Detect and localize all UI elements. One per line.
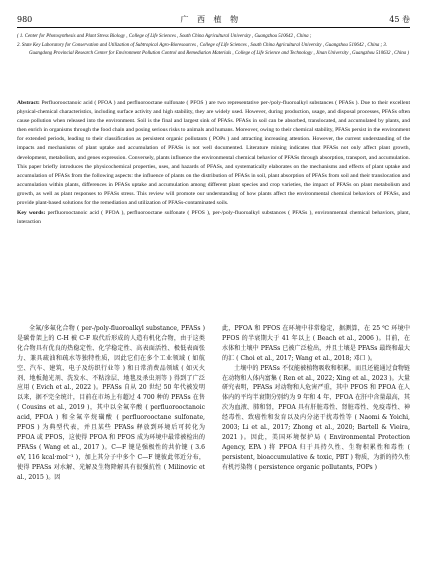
affiliation-1: ( 1. Center for Photosynthesis and Plant Stress Biology , College of Life Sciences , South China Agricultural University , Guangzhou 510642 , China ; xyxy=(17,34,312,39)
keywords-label: Key words: xyxy=(17,210,46,217)
abstract-text: Perfluorooctanoic acid ( PFOA ) and perfluorooctane sulfonate ( PFOS ) are two representative per-/poly-fluoroalkyl substances ( PFASs ). Due to their excellent physical-chemical characteristics, including surface activity and high stability, they are widely used. However, during production, usage, and disposal processes, PFASs often cause pollution when released into the environment. Soil is the final and largest sink of PFASs. PFASs in soil can be absorbed, translocated, and accumulated by plants, and then enrich in organisms through the food chain and posing serious risks to animals and humans. Moreover, owing to their chemical stability, PFASs persist in the environment for extended periods, leading to their classification as persistent organic pollutants ( POPs ) and attracting increasing attention. However, the current understanding of the impacts and mechanisms of plant uptake and accumulation of PFASs is not well documented. Literature mining indicates that PFASs not only affect plant growth, development, metabolism, and genes expression. Conversely, plants influence the environmental chemical behavior of PFASs through absorption, transport, and accumulation. This paper briefly introduces the physicochemical properties, uses, and hazards of PFASs, and systematically elaborates on the mechanisms and effects of plant uptake and accumulation of PFASs from the following aspects: the influence of plants on the distribution of PFASs in soil, plant absorption of PFASs from soil and their translocation and accumulation within plants, differences in PFASs uptake and accumulation among different plant species and crop varieties, the impact of PFASs on plant metabolism and growth, as well as plant responses to PFASs stress. This review will promote our understanding of how plants affect the environmental chemical behaviors of PFASs, and provide plant-based solutions for the remediation and utilization of PFASs-contaminated soils. xyxy=(17,100,410,207)
running-header xyxy=(17,12,410,26)
body-paragraph: 土壤中的 PFASs 不仅能被植物吸收和积累，而且还能通过食物链在动物和人体内富集 ( Ren et al., 2022; Xing et al., 2023 )。大量研究表明，PFASs 对动物和人危害严重，其中 PFOS 和 PFOA 在人体内的平均半衰期分别约为 9 年和 4 年，PFOA 在肝中含量最高，其次为血液、肺和肾，PFOA 具有肝脏毒性、肾脏毒性、免疫毒性、神经毒性、致癌性和发育以及内分泌干扰毒性等 ( Naomi & Yoichi, 2003; Li et al., 2017; Zhong et al., 2020; Bartell & Vieira, 2021 )。因此，美国环境保护局 ( Environmental Protection Agency, EPA ) 将 PFOA 归于具持久性、生物积累性和毒性 ( persistent, bioaccumulative & toxic, PBT ) 物质，为新的持久性有机污染物 ( persistence organic pollutants, POPs ) xyxy=(222,364,410,471)
page-number: 980 xyxy=(17,14,33,24)
keywords-text: perfluorooctanoic acid ( PFOA ), perfluorooctane sulfonate ( PFOS ), per-/poly-fluoroalkyl substances ( PFASs ), environmental chemical behaviors, plant, interaction xyxy=(17,210,411,226)
affiliation-2: 2. State Key Laboratory for Conservation and Utilization of Subtropical Agro-Bioresources , College of Life Sciences , South China Agricultural University , Guangzhou 510642 , China ; 3. Guangdong Provincial Research Center for Environment Pollution Control and Remediation Materials , College of Life Science and Technology , Jinan University , Guangzhou 510632 , China ) xyxy=(17,42,409,57)
abstract-label: Abstract: xyxy=(17,100,40,106)
abstract-section xyxy=(17,99,410,227)
affiliations xyxy=(17,33,410,59)
body-paragraph: 此，PFOA 和 PFOS 在环境中非常稳定，据测算，在 25 ℃ 环境中 PFOS 的半衰期大于 41 年以上 ( Beach et al., 2006 )。目前，在水体和土壤中 PFASs 已被广泛检出，并且土壤是 PFASs 最终和最大的汇 ( Choi et al., 2017; Wang et al., 2018; 邓口 )。 xyxy=(222,325,410,362)
body-paragraph: 全氟/多氟化合物 ( per-/poly-fluoroalkyl substance, PFASs ) 是碳骨架上的 C-H 被 C-F 取代后形成的人造有机化合物，由于这类化合物具有优良的热稳定性、化学稳定性、高表面活性、极低表面张力、兼具疏油和疏水等独特性质，因此它们在多个工业领域 ( 如航空、汽车、建筑、电子及纺织行业等 ) 和日常消费品领域 ( 如灭火剂、地板抛光剂、洗发水、不粘涂层、地毯及杀虫剂等 ) 得到了广泛应用 ( Evich et al., 2022 )。PFASs 自从 20 世纪 50 年代被发明以来，据不完全统计，目前在市场上有超过 4 700 种的 PFASs 在售 ( Cousins et al., 2019 )，其中以全氟辛酸 ( perfluorooctanoic acid, PFOA ) 和全氟辛烷磺酸 ( perfluorooctane sulfonate, PFOS ) 为典型代表，并且某些 PFASs 释放到环境后可转化为 PFOA 或 PFOS，这使得 PFOA 和 PFOS 成为环境中最常被检出的 PFASs ( Wang et al., 2017 )。C—F 键是强极性的共价键 ( 3.6 eV, 116 kcal·mol⁻¹ )，加上其分子中多个 C—F 键彼此邻近分布，使得 PFASs 对水解、光解及生物降解具有很强抗性 ( Milinovic et al., 2015 )。因 xyxy=(17,325,205,481)
volume-label: 45 卷 xyxy=(389,14,410,24)
right-column xyxy=(222,324,410,483)
header-rule xyxy=(17,27,410,28)
journal-title: 广 西 植 物 xyxy=(180,14,242,24)
abstract xyxy=(17,99,410,208)
keywords xyxy=(17,209,410,227)
body-columns xyxy=(17,324,410,483)
left-column xyxy=(17,324,205,483)
